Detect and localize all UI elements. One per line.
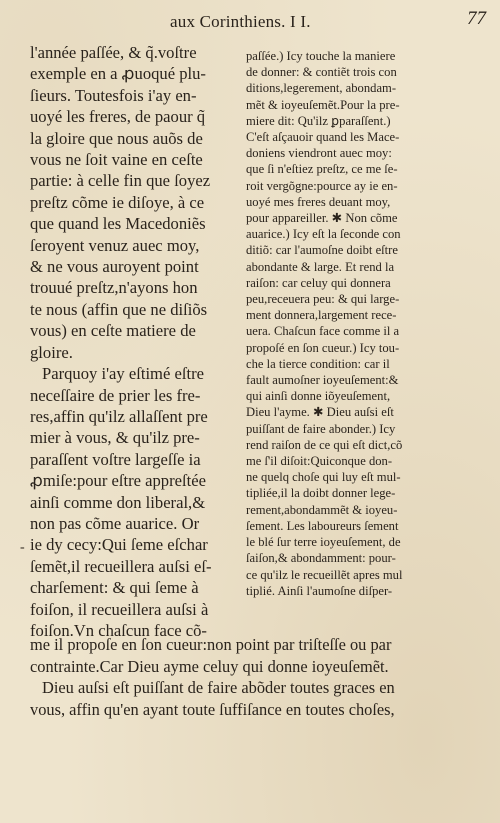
- text-line: ie dy cecy:Qui ſeme eſchar: [30, 535, 208, 555]
- text-line: res,affin qu'ilz allaſſent pre: [30, 406, 208, 426]
- gloss-line: que ſi n'eſtiez preſtz, ce me ſe-: [246, 162, 398, 177]
- text-line: preſtz cõme ie diſoye, à ce: [30, 192, 205, 212]
- paragraph-start-line: Parquoy i'ay eſtimé eſtre: [42, 364, 204, 384]
- text-line: charſement: & qui ſeme à: [30, 578, 199, 598]
- gloss-line: che la tierce condition: car il: [246, 356, 390, 371]
- text-line: paraſſent voſtre largeſſe ia: [30, 449, 201, 469]
- text-line: exemple en a ꝓuoqué plu-: [30, 64, 206, 84]
- gloss-line: ne quelq choſe qui luy eſt mul-: [246, 470, 401, 485]
- text-line: foiſon.Vn chaſcun face cõ-: [30, 620, 207, 640]
- text-line: ainſi comme don liberal,&: [30, 492, 206, 512]
- gloss-line: qui ainſi donne iõyeuſement,: [246, 389, 391, 404]
- gloss-line: ſement. Les laboureurs ſement: [246, 518, 399, 533]
- gloss-line: auarice.) Icy eſt la ſeconde con: [246, 227, 401, 242]
- gloss-line: doniens viendront auec moy:: [246, 146, 392, 161]
- full-width-text: [30, 634, 455, 720]
- paragraph-start-line: Dieu auſsi eſt puiſſant de faire abõder toutes graces en: [42, 678, 395, 698]
- gloss-line: peu,receuera peu: & qui large-: [246, 292, 400, 307]
- gloss-line: raiſon: car celuy qui donnera: [246, 275, 391, 290]
- text-line: ꝓmiſe:pour eſtre appreſtée: [30, 471, 206, 491]
- text-line: trouué preſtz,n'ayons hon: [30, 278, 198, 298]
- text-line: la gloire que nous auõs de: [30, 128, 203, 148]
- gloss-line: tipliée,il la doibt donner lege-: [246, 486, 396, 501]
- gloss-line: me ſ'il diſoit:Quiconque don-: [246, 454, 393, 469]
- text-line: que quand les Macedoniẽs: [30, 214, 206, 234]
- text-line: non pas cõme auarice. Or: [30, 513, 200, 533]
- gloss-line: ce qu'ilz le recueillẽt apres mul: [246, 567, 403, 582]
- gloss-line: propoſé en ſon cueur.) Icy tou-: [246, 340, 400, 355]
- text-line: l'année paſſée, & q̃.voſtre: [30, 43, 197, 62]
- gloss-line: le blé ſur terre ioyeuſement, de: [246, 535, 401, 550]
- gloss-line: miere dit: Qu'ilz ꝑparaſſent.): [246, 113, 391, 128]
- gloss-line: ditiõ: car l'aumoſne doibt eſtre: [246, 243, 398, 258]
- main-text-column: [30, 42, 232, 641]
- text-line: foiſon, il recueillera auſsi à: [30, 599, 209, 619]
- text-line: ſemẽt,il recueillera auſsi eſ-: [30, 556, 212, 576]
- gloss-line: ment donnera,largement rece-: [246, 308, 397, 323]
- gloss-line: ſaiſon,& abondamment: pour-: [246, 551, 396, 566]
- text-line: me il propoſe en ſon cueur:non point par triſteſſe ou par: [30, 635, 392, 654]
- page-number: 77: [467, 8, 486, 29]
- gloss-line: uera. Chaſcun face comme il a: [246, 324, 400, 339]
- gloss-line: paſſée.) Icy touche la maniere: [246, 49, 396, 63]
- gloss-line: puiſſant de faire abonder.) Icy: [246, 421, 396, 436]
- running-head: aux Corinthiens. I I.: [170, 12, 311, 31]
- gloss-line: C'eſt aſçauoir quand les Mace-: [246, 130, 400, 145]
- gloss-line: uoyé mes freres deuant moy,: [246, 194, 391, 209]
- gloss-line: pour appareiller. ✱ Non cõme: [246, 211, 398, 226]
- text-line: mier à vous, & qu'ilz pre-: [30, 428, 200, 448]
- gloss-line: roit vergõgne:pource ay ie en-: [246, 178, 398, 193]
- gloss-line: rement,abondammẽt & ioyeu-: [246, 502, 398, 517]
- text-line: neceſſaire de prier les fre-: [30, 385, 201, 405]
- text-line: vous, affin qu'en ayant toute ſuffiſance en toutes choſes,: [30, 699, 395, 719]
- gloss-line: Dieu l'ayme. ✱ Dieu auſsi eſt: [246, 405, 394, 420]
- text-line: partie: à celle fin que ſoyez: [30, 171, 211, 191]
- commentary-column: [246, 48, 446, 599]
- gloss-line: mẽt & ioyeuſemẽt.Pour la pre-: [246, 97, 400, 112]
- gloss-line: tiplié. Ainſi l'aumoſne diſper-: [246, 583, 393, 598]
- text-line: contrainte.Car Dieu ayme celuy qui donne ioyeuſemẽt.: [30, 656, 389, 676]
- text-line: vous) en ceſte matiere de: [30, 321, 196, 341]
- gloss-line: rend raiſon de ce qui eſt dict,cõ: [246, 437, 403, 452]
- gloss-line: de donner: & contiẽt trois con: [246, 65, 397, 80]
- gloss-line: ditions,legerement, abondam-: [246, 81, 397, 96]
- text-line: ſieurs. Toutesfois i'ay en-: [30, 85, 197, 105]
- gloss-line: abondante & large. Et rend la: [246, 259, 395, 274]
- text-line: ſeroyent venuz auec moy,: [30, 235, 200, 255]
- text-line: & ne vous auroyent point: [30, 257, 199, 277]
- text-line: uoyé les freres, de paour q̃: [30, 107, 206, 127]
- text-line: te nous (affin que ne diſiõs: [30, 299, 208, 319]
- margin-mark: -: [20, 540, 25, 555]
- text-line: vous ne ſoit vaine en ceſte: [30, 150, 203, 170]
- text-line: gloire.: [30, 342, 73, 362]
- gloss-line: fault aumoſner ioyeuſement:&: [246, 373, 399, 388]
